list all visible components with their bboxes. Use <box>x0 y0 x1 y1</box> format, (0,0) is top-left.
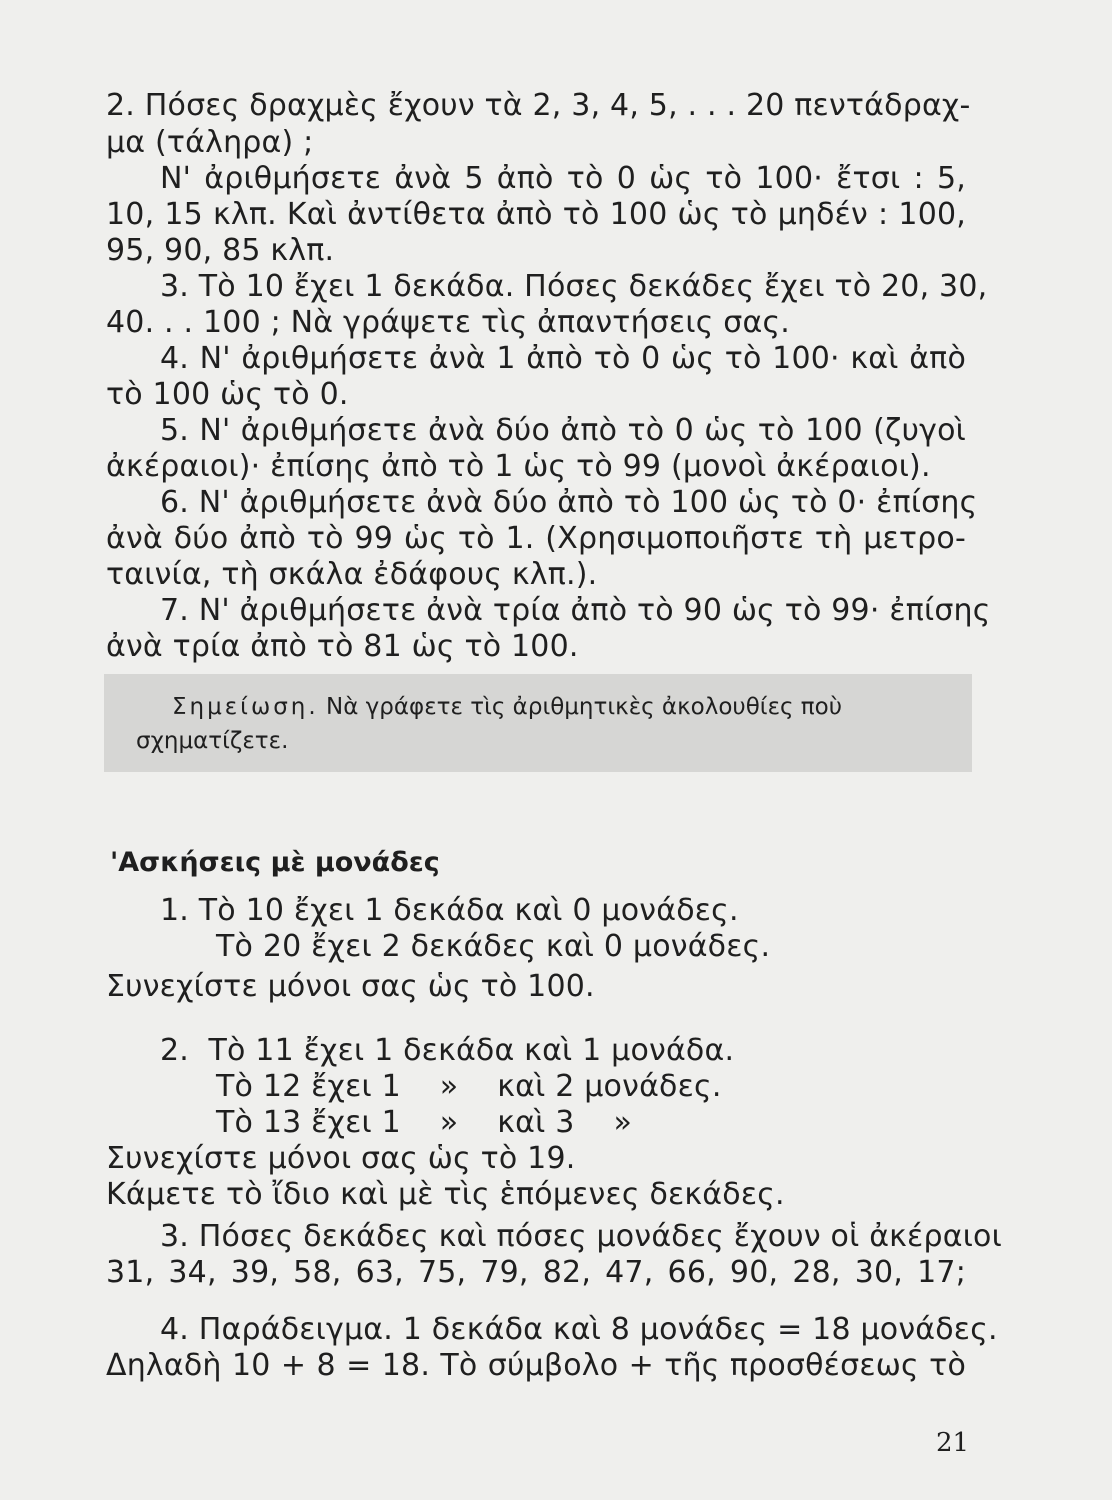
exercise-line: 2. Τὸ 11 ἔχει 1 δεκάδα καὶ 1 μονάδα. <box>160 1033 735 1068</box>
text-line: 7. Ν' ἀριθμήσετε ἀνὰ τρία ἀπὸ τὸ 90 ὡς τὸ 99· ἐπίσης <box>160 593 991 628</box>
exercise-line: Τὸ 12 ἔχει 1 » καὶ 2 μονάδες. <box>216 1069 722 1104</box>
text-line: 3. Τὸ 10 ἔχει 1 δεκάδα. Πόσες δεκάδες ἔχει τὸ 20, 30, <box>160 269 988 304</box>
page-number: 21 <box>936 1428 970 1458</box>
exercise-line: Συνεχίστε μόνοι σας ὡς τὸ 100. <box>106 969 595 1004</box>
exercise-line: 31, 34, 39, 58, 63, 75, 79, 82, 47, 66, 90, 28, 30, 17; <box>106 1255 966 1290</box>
text-line: 6. Ν' ἀριθμήσετε ἀνὰ δύο ἀπὸ τὸ 100 ὡς τὸ 0· ἐπίσης <box>160 485 978 520</box>
exercise-line: Τὸ 13 ἔχει 1 » καὶ 3 » <box>216 1105 633 1140</box>
text-line: 4. Ν' ἀριθμήσετε ἀνὰ 1 ἀπὸ τὸ 0 ὡς τὸ 100· καὶ ἀπὸ <box>160 341 966 376</box>
text-line: 2. Πόσες δραχμὲς ἔχουν τὰ 2, 3, 4, 5, . . . 20 πεντάδραχ- <box>106 88 971 123</box>
text-line: ἀκέραιοι)· ἐπίσης ἀπὸ τὸ 1 ὡς τὸ 99 (μονοὶ ἀκέραιοι). <box>106 449 931 484</box>
exercise-line: Τὸ 20 ἔχει 2 δεκάδες καὶ 0 μονάδες. <box>216 929 771 964</box>
text-line: 40. . . 100 ; Νὰ γράψετε τὶς ἀπαντήσεις σας. <box>106 305 791 340</box>
exercise-line: Συνεχίστε μόνοι σας ὡς τὸ 19. <box>106 1141 576 1176</box>
text-line: 5. Ν' ἀριθμήσετε ἀνὰ δύο ἀπὸ τὸ 0 ὡς τὸ 100 (ζυγοὶ <box>160 413 966 448</box>
exercise-line: 3. Πόσες δεκάδες καὶ πόσες μονάδες ἔχουν οἱ ἀκέραιοι <box>160 1219 1002 1254</box>
note-line <box>172 692 982 722</box>
text-line: 95, 90, 85 κλπ. <box>106 233 335 268</box>
note-label: Σημείωση. <box>172 694 319 720</box>
note-box <box>104 674 972 772</box>
text-line: ταινία, τὴ σκάλα ἐδάφους κλπ.). <box>106 557 598 592</box>
exercise-line: 1. Τὸ 10 ἔχει 1 δεκάδα καὶ 0 μονάδες. <box>160 893 739 928</box>
exercise-line: 4. Παράδειγμα. 1 δεκάδα καὶ 8 μονάδες = 18 μονάδες. <box>160 1312 998 1347</box>
text-line: τὸ 100 ὡς τὸ 0. <box>106 377 349 412</box>
note-text: Νὰ γράφετε τὶς ἀριθμητικὲς ἀκολουθίες ποὺ <box>318 694 843 720</box>
text-line: ἀνὰ τρία ἀπὸ τὸ 81 ὡς τὸ 100. <box>106 629 579 664</box>
text-line: ἀνὰ δύο ἀπὸ τὸ 99 ὡς τὸ 1. (Χρησιμοποιῆστε τὴ μετρο- <box>106 521 966 556</box>
text-line: Ν' ἀριθμήσετε ἀνὰ 5 ἀπὸ τὸ 0 ὡς τὸ 100· ἔτσι : 5, <box>160 161 966 196</box>
text-line: μα (τάληρα) ; <box>106 125 314 160</box>
text-line: 10, 15 κλπ. Καὶ ἀντίθετα ἀπὸ τὸ 100 ὡς τὸ μηδέν : 100, <box>106 197 966 232</box>
note-line: σχηματίζετε. <box>136 728 289 754</box>
exercise-line: Κάμετε τὸ ἴδιο καὶ μὲ τὶς ἑπόμενες δεκάδες. <box>106 1177 785 1212</box>
exercise-line: Δηλαδὴ 10 + 8 = 18. Τὸ σύμβολο + τῆς προσθέσεως τὸ <box>106 1348 966 1383</box>
section-heading: 'Ασκήσεις μὲ μονάδες <box>110 847 440 878</box>
